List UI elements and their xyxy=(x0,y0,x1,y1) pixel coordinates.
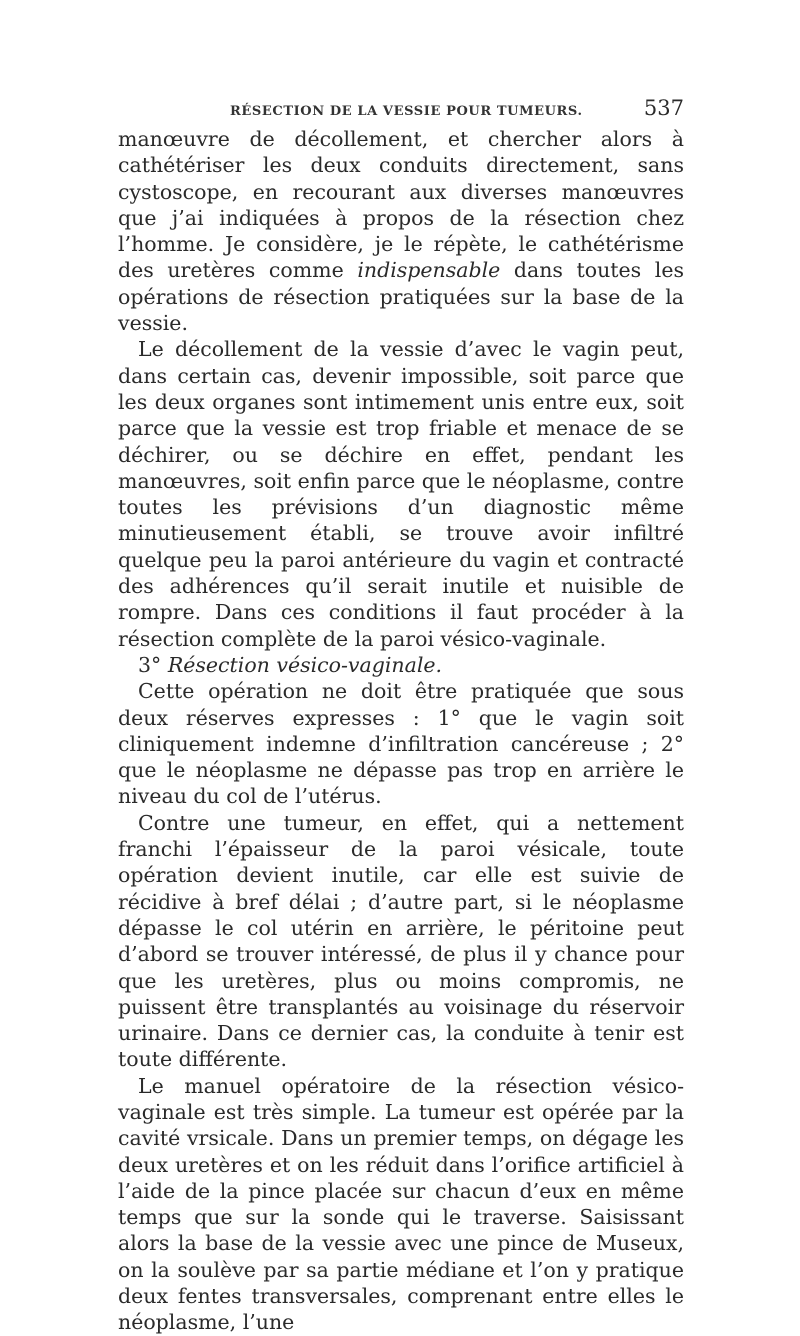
page-number: 537 xyxy=(643,96,684,120)
paragraph-2: Le décollement de la vessie d’avec le vagin peut, dans certain cas, devenir impossible, soit parce que les deux organes sont intimement unis entre eux, soit parce que la vessie est trop friable et menace de se déchirer, ou se déchire en effet, pendant les manœuvres, soit enfin parce que le néoplasme, contre toutes les prévisions d’un diagnostic même minutieusement établi, se trouve avoir infiltré quelque peu la paroi antérieure du vagin et contracté des adhérences qu’il serait inutile et nuisible de rompre. Dans ces conditions il faut procéder à la résection complète de la paroi vésico-vaginale. xyxy=(118,337,684,651)
section-heading xyxy=(118,652,684,678)
paragraph-1-start: manœuvre de décollement, et chercher alors à cathétériser les deux conduits directement, sans cystoscope, en recourant aux diverses manœuvres que j’ai indiquées à propos de la résection chez l’homme. Je considère, je le répète, le cathétérisme des uretères comme xyxy=(118,127,684,283)
paragraph-4: Contre une tumeur, en effet, qui a nettement franchi l’épaisseur de la paroi vésicale, toute opération devient inutile, car elle est suivie de récidive à bref délai ; d’autre part, si le néoplasme dépasse le col utérin en arrière, le péritoine peut d’abord se trouver intéressé, de plus il y chance pour que les uretères, plus ou moins compromis, ne puissent être transplantés au voisinage du réservoir urinaire. Dans ce dernier cas, la conduite à tenir est toute différente. xyxy=(118,810,684,1072)
running-head: RÉSECTION DE LA VESSIE POUR TUMEURS. xyxy=(230,104,583,119)
paragraph-1-end: dans toutes les opérations de résection pratiquées sur la base de la vessie. xyxy=(118,258,684,336)
section-title: Résection vésico-vaginale. xyxy=(167,652,443,677)
body-text xyxy=(118,126,684,1336)
section-number: 3° xyxy=(138,652,162,677)
emphasis-indispensable: indispensable xyxy=(357,258,501,283)
paragraph-1 xyxy=(118,126,684,336)
paragraph-3: Cette opération ne doit être pratiquée que sous deux réserves expresses : 1° que le vagin soit cliniquement indemne d’infiltration cancéreuse ; 2° que le néoplasme ne dépasse pas trop en arrière le niveau du col de l’utérus. xyxy=(118,679,684,809)
paragraph-5: Le manuel opératoire de la résection vésico-vaginale est très simple. La tumeur est opérée par la cavité vrsicale. Dans un premier temps, on dégage les deux uretères et on les réduit dans l’orifice artificiel à l’aide de la pince placée sur chacun d’eux en même temps que sur la sonde qui le traverse. Saisissant alors la base de la vessie avec une pince de Museux, on la soulève par sa partie médiane et l’on y pratique deux fentes transversales, comprenant entre elles le néoplasme, l’une xyxy=(118,1073,684,1335)
page-header xyxy=(118,96,684,126)
